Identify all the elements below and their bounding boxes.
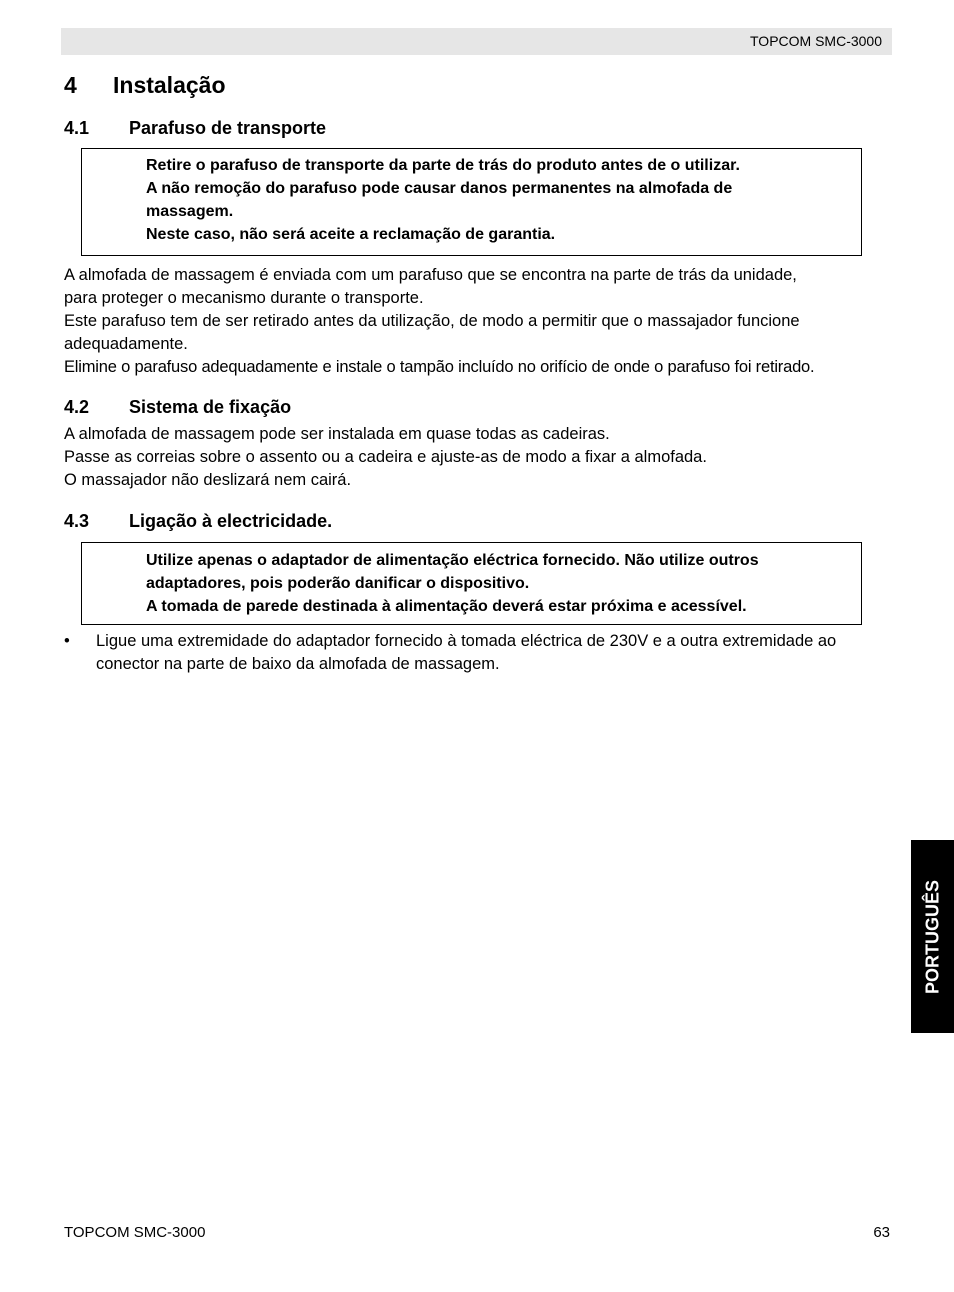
section-title: Ligação à electricidade. [129,511,333,531]
body-line: para proteger o mecanismo durante o transporte. [64,289,424,307]
chapter-heading [64,72,226,99]
page-number: 63 [873,1224,890,1241]
language-label: PORTUGUÊS [922,879,942,994]
bullet-mark: • [64,632,70,650]
section-heading-4-1 [64,118,326,139]
body-line: Este parafuso tem de ser retirado antes da utilização, de modo a permitir que o massajador funcione [64,312,800,330]
warning-line: Utilize apenas o adaptador de alimentação eléctrica fornecido. Não utilize outros [146,552,759,569]
body-line: adequadamente. [64,335,188,353]
section-title: Sistema de fixação [129,397,292,417]
section-heading-4-2 [64,397,291,418]
chapter-title: Instalação [113,72,226,98]
body-line: A almofada de massagem é enviada com um parafuso que se encontra na parte de trás da unidade, [64,266,797,284]
section-number: 4.3 [64,511,90,531]
bullet-text: Ligue uma extremidade do adaptador fornecido à tomada eléctrica de 230V e a outra extremidade ao conector na parte de baixo da almofada de massagem. [96,632,837,673]
section-heading-4-3 [64,511,332,532]
section-4-1-body [64,264,894,379]
body-line: Elimine o parafuso adequadamente e instale o tampão incluído no orifício de onde o parafuso foi retirado. [64,358,815,376]
warning-line: Retire o parafuso de transporte da parte de trás do produto antes de o utilizar. [146,157,740,174]
footer-product-name: TOPCOM SMC-3000 [64,1224,206,1241]
section-4-2-body [64,423,894,492]
warning-line: massagem. [146,203,234,220]
warning-line: A não remoção do parafuso pode causar danos permanentes na almofada de [146,180,733,197]
warning-text [146,549,843,618]
warning-text [146,154,843,246]
warning-line: Neste caso, não será aceite a reclamação de garantia. [146,226,556,243]
chapter-number: 4 [64,72,77,98]
body-line: Passe as correias sobre o assento ou a cadeira e ajuste-as de modo a fixar a almofada. [64,448,707,466]
page-header [61,28,892,55]
warning-line: A tomada de parede destinada à alimentação deverá estar próxima e acessível. [146,598,747,615]
section-number: 4.2 [64,397,90,417]
section-title: Parafuso de transporte [129,118,327,138]
warning-line: adaptadores, pois poderão danificar o dispositivo. [146,575,530,592]
body-line: O massajador não deslizará nem cairá. [64,471,352,489]
header-product-name: TOPCOM SMC-3000 [750,33,882,49]
section-number: 4.1 [64,118,90,138]
warning-box-power [81,542,862,625]
language-tab [911,840,954,1033]
warning-box-transport-screw [81,148,862,256]
body-line: A almofada de massagem pode ser instalada em quase todas as cadeiras. [64,425,610,443]
